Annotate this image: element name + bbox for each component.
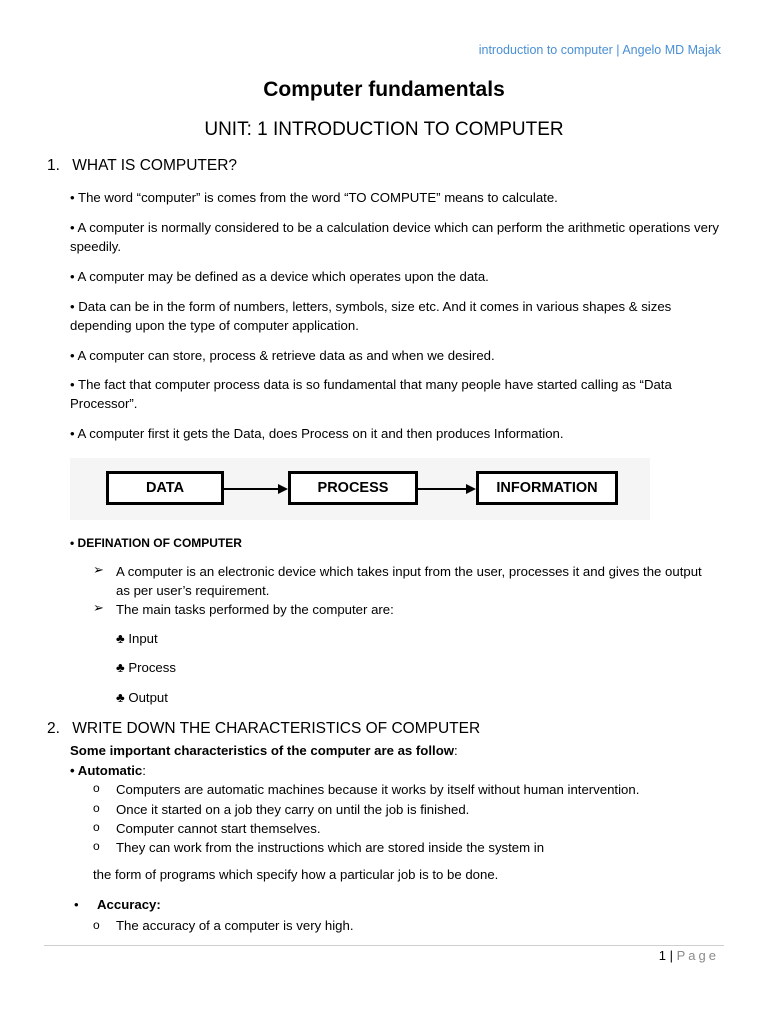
unit-heading: UNIT: 1 INTRODUCTION TO COMPUTER [204,119,564,140]
intro-text: Some important characteristics of the computer are as follow [70,743,455,758]
section-number: 1. [47,157,60,174]
arrow-bullet-icon: ➢ [93,600,104,615]
running-header: introduction to computer | Angelo MD Majak [478,43,721,57]
circle-bullet-icon: o [93,801,100,815]
section-1-heading [47,157,237,175]
task-item: ♣ Input [116,631,158,646]
bullet-paragraph: • The fact that computer process data is so fundamental that many people have started calling as “Data Processor”. [70,377,672,411]
arrow-bullet-icon: ➢ [93,562,104,577]
circle-bullet-icon: o [93,781,100,795]
accuracy-bullet: • [74,897,79,912]
automatic-heading [70,761,720,780]
intro-colon: : [454,743,458,758]
automatic-label: • Automatic [70,763,143,778]
information-box: INFORMATION [476,471,618,505]
automatic-point: Computers are automatic machines because it works by itself without human intervention. [116,782,640,797]
automatic-point: Once it started on a job they carry on until the job is finished. [116,802,470,817]
accuracy-point: The accuracy of a computer is very high. [116,918,354,933]
bullet-paragraph: • A computer is normally considered to be a calculation device which can perform the arithmetic operations very speedily. [70,220,719,254]
bullet-paragraph: • A computer can store, process & retrieve data as and when we desired. [70,348,495,363]
bullet-paragraph: • Data can be in the form of numbers, letters, symbols, size etc. And it comes in various shapes & sizes depending upon the type of computer application. [70,299,672,333]
bullet-paragraph: • A computer first it gets the Data, does Process on it and then produces Information. [70,426,564,441]
definition-heading: • DEFINATION OF COMPUTER [70,536,242,550]
footer-divider [44,945,724,946]
automatic-point: Computer cannot start themselves. [116,821,321,836]
section-title: WRITE DOWN THE CHARACTERISTICS OF COMPUTER [72,720,481,737]
bullet-paragraph: • The word “computer” is comes from the word “TO COMPUTE” means to calculate. [70,190,558,205]
circle-bullet-icon: o [93,918,100,932]
automatic-continuation: the form of programs which specify how a particular job is to be done. [93,867,499,882]
characteristics-intro [70,741,720,760]
page-separator: | [666,948,677,963]
circle-bullet-icon: o [93,820,100,834]
definition-point: The main tasks performed by the computer are: [116,602,394,617]
page-label: Page [676,948,719,963]
data-process-diagram [70,458,650,520]
document-title: Computer fundamentals [263,78,505,101]
definition-point: A computer is an electronic device which takes input from the user, processes it and gives the output as per user’s requirement. [116,564,702,598]
arrow-data-to-process-icon [224,484,288,494]
page-number-value: 1 [658,948,667,963]
circle-bullet-icon: o [93,839,100,853]
task-item: ♣ Process [116,660,176,675]
automatic-colon: : [142,763,146,778]
bullet-paragraph: • A computer may be defined as a device which operates upon the data. [70,269,489,284]
section-2-heading [47,720,480,738]
page-number [659,948,719,963]
section-number: 2. [47,720,60,737]
section-title: WHAT IS COMPUTER? [72,157,238,174]
process-box: PROCESS [288,471,418,505]
task-item: ♣ Output [116,690,168,705]
data-box: DATA [106,471,224,505]
arrow-process-to-information-icon [418,484,476,494]
diagram-arrows [70,458,650,520]
accuracy-label: Accuracy: [97,897,161,912]
automatic-point: They can work from the instructions which are stored inside the system in [116,840,545,855]
